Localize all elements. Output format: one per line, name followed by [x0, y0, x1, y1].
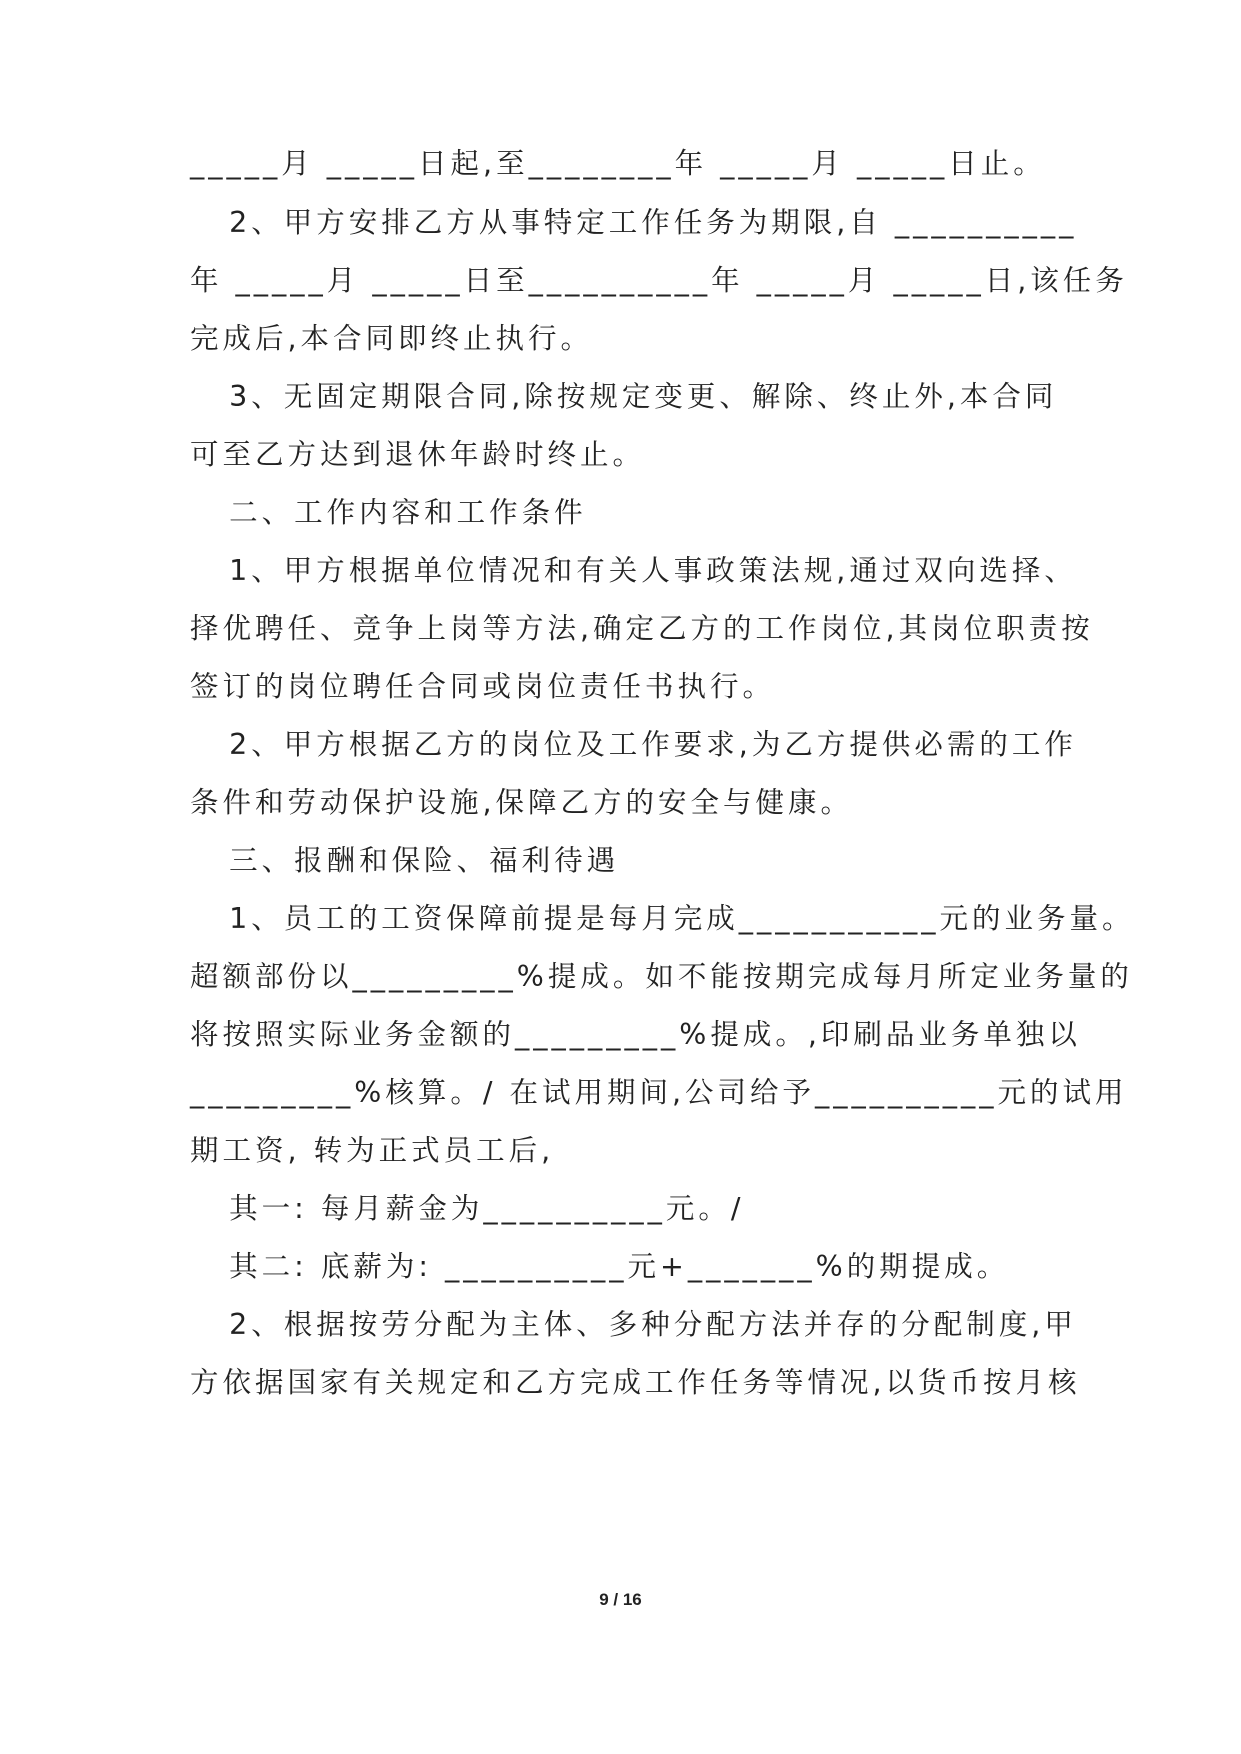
text-line: 超额部份以_________%提成。如不能按期完成每月所定业务量的 [190, 960, 1133, 993]
text-line: 2、甲方安排乙方从事特定工作任务为期限,自 __________ [190, 206, 1078, 239]
page-number: 9 / 16 [599, 1590, 642, 1609]
text-line: 2、根据按劳分配为主体、多种分配方法并存的分配制度,甲 [190, 1308, 1077, 1341]
text-line: 签订的岗位聘任合同或岗位责任书执行。 [190, 670, 776, 703]
text-line: 1、员工的工资保障前提是每月完成___________元的业务量。 [190, 902, 1135, 935]
text-line: 择优聘任、竞争上岗等方法,确定乙方的工作岗位,其岗位职责按 [190, 612, 1094, 645]
text-line: 3、无固定期限合同,除按规定变更、解除、终止外,本合同 [190, 380, 1058, 413]
text-line: 2、甲方根据乙方的岗位及工作要求,为乙方提供必需的工作 [190, 728, 1077, 761]
text-line: 条件和劳动保护设施,保障乙方的安全与健康。 [190, 786, 854, 819]
text-line: 其二: 底薪为: __________元+_______%的期提成。 [190, 1250, 1010, 1283]
text-line: 完成后,本合同即终止执行。 [190, 322, 594, 355]
text-line: _____月 _____日起,至________年 _____月 _____日止。 [190, 147, 1046, 180]
text-line: 可至乙方达到退休年龄时终止。 [190, 438, 646, 471]
section-heading: 二、工作内容和工作条件 [190, 496, 587, 529]
text-line: 期工资, 转为正式员工后, [190, 1134, 555, 1167]
section-heading: 三、报酬和保险、福利待遇 [190, 844, 620, 877]
text-line: _________%核算。/ 在试用期间,公司给予__________元的试用 [190, 1076, 1128, 1109]
text-line: 其一: 每月薪金为__________元。/ [190, 1192, 745, 1225]
text-line: 年 _____月 _____日至__________年 _____月 _____日,该任务 [190, 264, 1128, 297]
text-line: 1、甲方根据单位情况和有关人事政策法规,通过双向选择、 [190, 554, 1077, 587]
text-line: 将按照实际业务金额的_________%提成。,印刷品业务单独以 [190, 1018, 1081, 1051]
text-line: 方依据国家有关规定和乙方完成工作任务等情况,以货币按月核 [190, 1366, 1081, 1399]
